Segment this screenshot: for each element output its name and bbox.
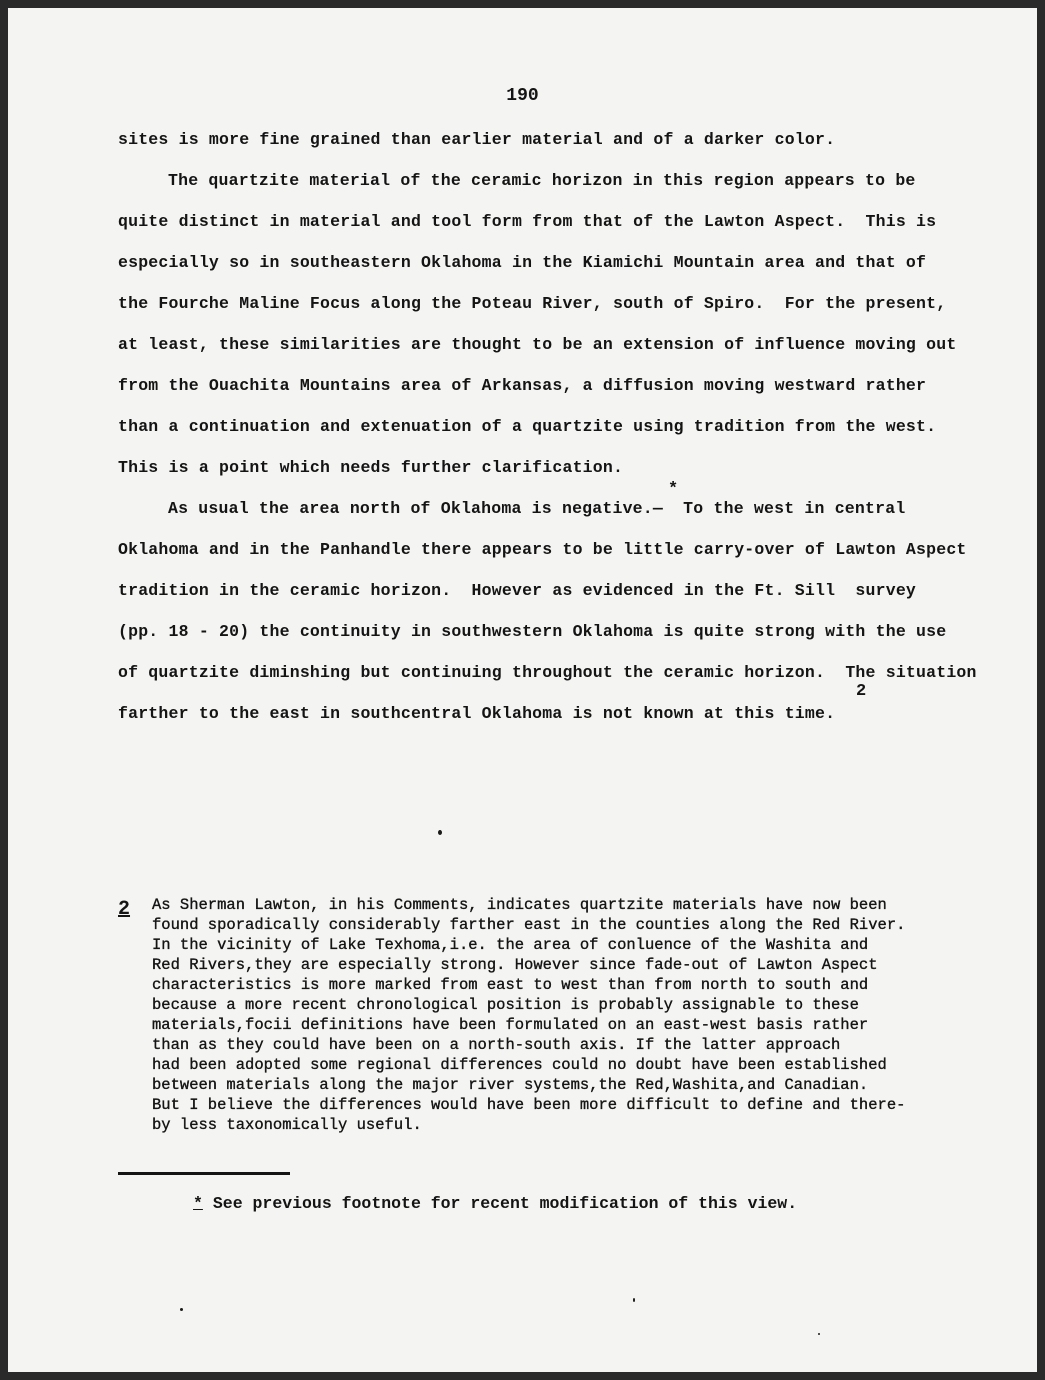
footnote-line: materials,focii definitions have been formulated on an east-west basis rather xyxy=(152,1016,869,1034)
body-line: at least, these similarities are thought to be an extension of influence moving out xyxy=(118,335,957,354)
footnote-2-marker: 2 xyxy=(118,898,131,921)
star-footnote xyxy=(193,1194,797,1213)
body-line: sites is more fine grained than earlier material and of a darker color. xyxy=(118,130,836,149)
ink-speck xyxy=(438,830,442,835)
star-reference-marker: * xyxy=(668,480,679,499)
body-line: As usual the area north of Oklahoma is negative.— To the west in central xyxy=(168,499,906,518)
ink-speck xyxy=(180,1308,183,1311)
footnote-line: by less taxonomically useful. xyxy=(152,1116,422,1134)
footnote-line: between materials along the major river systems,the Red,Washita,and Canadian. xyxy=(152,1076,869,1094)
footnote-line: had been adopted some regional differences could no doubt have been established xyxy=(152,1056,887,1074)
body-line: (pp. 18 - 20) the continuity in southwestern Oklahoma is quite strong with the use xyxy=(118,622,947,641)
body-line: Oklahoma and in the Panhandle there appears to be little carry-over of Lawton Aspect xyxy=(118,540,967,559)
body-line: farther to the east in southcentral Oklahoma is not known at this time. xyxy=(118,704,836,723)
footnote-line: As Sherman Lawton, in his Comments, indicates quartzite materials have now been xyxy=(152,896,887,914)
body-line: especially so in southeastern Oklahoma in the Kiamichi Mountain area and that of xyxy=(118,253,927,272)
star-footnote-text: See previous footnote for recent modification of this view. xyxy=(212,1194,798,1213)
body-line: than a continuation and extenuation of a quartzite using tradition from the west. xyxy=(118,417,937,436)
body-line: from the Ouachita Mountains area of Arkansas, a diffusion moving westward rather xyxy=(118,376,927,395)
body-line: of quartzite diminshing but continuing throughout the ceramic horizon. The situation xyxy=(118,663,977,682)
footnote-separator-rule xyxy=(118,1172,290,1175)
footnote-line: In the vicinity of Lake Texhoma,i.e. the area of conluence of the Washita and xyxy=(152,936,869,954)
body-line: This is a point which needs further clarification. xyxy=(118,458,624,477)
footnote-2-reference-marker: 2 xyxy=(856,682,867,701)
footnote-line: found sporadically considerably farther east in the counties along the Red River. xyxy=(152,916,906,934)
body-line: The quartzite material of the ceramic horizon in this region appears to be xyxy=(168,171,916,190)
body-line: the Fourche Maline Focus along the Poteau River, south of Spiro. For the present, xyxy=(118,294,947,313)
star-footnote-marker: * xyxy=(193,1194,203,1213)
footnote-line: characteristics is more marked from east to west than from north to south and xyxy=(152,976,869,994)
document-page xyxy=(8,8,1037,1372)
body-line: tradition in the ceramic horizon. However as evidenced in the Ft. Sill survey xyxy=(118,581,917,600)
footnote-line: than as they could have been on a north-south axis. If the latter approach xyxy=(152,1036,841,1054)
body-line: quite distinct in material and tool form from that of the Lawton Aspect. This is xyxy=(118,212,937,231)
footnote-line: because a more recent chronological position is probably assignable to these xyxy=(152,996,859,1014)
footnote-line: Red Rivers,they are especially strong. However since fade-out of Lawton Aspect xyxy=(152,956,878,974)
footnote-line: But I believe the differences would have been more difficult to define and there- xyxy=(152,1096,906,1114)
ink-speck xyxy=(818,1333,820,1335)
ink-speck xyxy=(633,1298,635,1302)
page-number: 190 xyxy=(506,86,539,106)
